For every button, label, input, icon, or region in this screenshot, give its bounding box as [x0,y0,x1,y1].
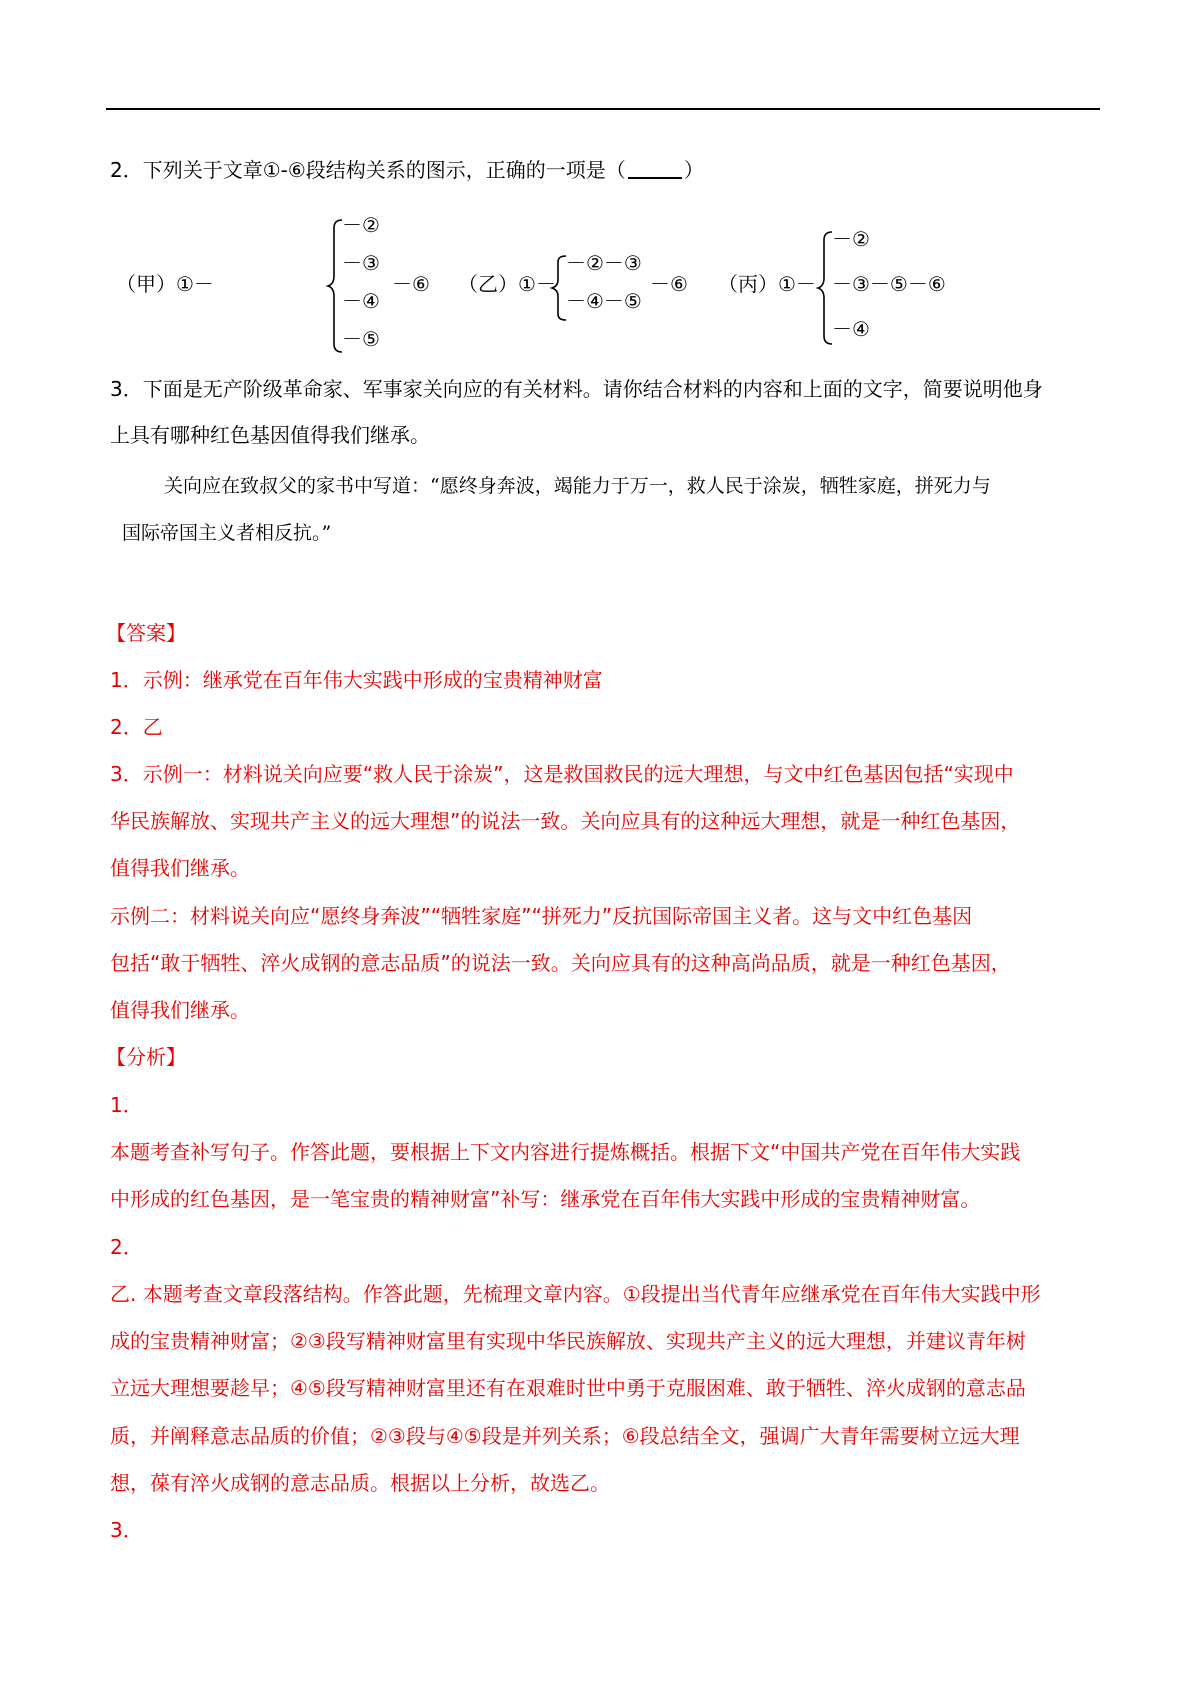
analysis-2-line2: 成的宝贵精神财富；②③段写精神财富里有实现中华民族解放、实现共产主义的远大理想，并建议青年树 [110,1329,1026,1353]
answer-3-line5: 包括“敢于牺牲、淬火成钢的意志品质”的说法一致。关向应具有的这种高尚品质，就是一种红色基因， [110,951,1011,975]
answer-blank[interactable] [628,159,682,179]
answer-3-line3: 值得我们继承。 [110,856,250,880]
answer-3-line1: 3．示例一：材料说关向应要“救人民于涂炭”，这是救国救民的远大理想，与文中红色基因包括“实现中 [110,762,1014,786]
answer-3-line2: 华民族解放、实现共产主义的远大理想”的说法一致。关向应具有的这种远大理想，就是一种红色基因， [110,809,1021,833]
analysis-2-line4: 质，并阐释意志品质的价值；②③段与④⑤段是并列关系；⑥段总结全文，强调广大青年需要树立远大理 [110,1424,1020,1448]
diagram-svg [110,212,946,362]
answer-3-line6: 值得我们继承。 [110,998,250,1022]
diagram-yi-branch: －②－③ [566,251,642,275]
analysis-number-1: 1． [110,1093,143,1117]
diagram-jia-tail: －⑥ [392,272,430,296]
diagram-bing-brace [818,232,832,344]
question-3-line2: 上具有哪种红色基因值得我们继承。 [110,423,430,447]
material-quote-line2: 国际帝国主义者相反抗。” [122,522,332,544]
diagram-bing-label: （丙）①－ [718,272,816,296]
answer-2: 2．乙 [110,715,163,739]
analysis-number-2: 2． [110,1235,143,1259]
analysis-2-line1: 乙. 本题考查文章段落结构。作答此题，先梳理文章内容。①段提出当代青年应继承党在百年伟大实践中形 [110,1282,1041,1306]
diagram-jia-brace [328,220,342,352]
structure-diagrams [110,212,946,362]
diagram-yi-label: （乙）①－ [458,272,556,296]
question-2-text: 2．下列关于文章①-⑥段结构关系的图示，正确的一项是（ [110,158,626,182]
answer-1: 1．示例：继承党在百年伟大实践中形成的宝贵精神财富 [110,668,603,692]
analysis-1-line1: 本题考查补写句子。作答此题，要根据上下文内容进行提炼概括。根据下文“中国共产党在百年伟大实践 [110,1140,1021,1164]
diagram-yi-branch: －④－⑤ [566,289,642,313]
analysis-2-line3: 立远大理想要趁早；④⑤段写精神财富里还有在艰难时世中勇于克服困难、敢于牺牲、淬火成钢的意志品 [110,1376,1026,1400]
analysis-2-line5: 想，葆有淬火成钢的意志品质。根据以上分析，故选乙。 [110,1471,610,1495]
diagram-yi-tail: －⑥ [650,272,688,296]
answer-heading: 【答案】 [106,621,186,645]
material-quote-line1: 关向应在致叔父的家书中写道：“愿终身奔波，竭能力于万一，救人民于涂炭，牺牲家庭，拼死力与 [164,475,991,497]
diagram-jia-branch: －② [342,213,380,237]
analysis-number-3: 3． [110,1518,143,1542]
question-2 [110,157,704,183]
diagram-jia-branch: －④ [342,289,380,313]
question-3-line1: 3．下面是无产阶级革命家、军事家关向应的有关材料。请你结合材料的内容和上面的文字，简要说明他身 [110,377,1043,401]
diagram-jia-branch: －③ [342,251,380,275]
question-2-close: ） [683,158,704,182]
diagram-bing-branch: －② [832,227,870,251]
diagram-jia-label: （甲）①－ [116,272,214,296]
analysis-heading: 【分析】 [106,1045,186,1069]
analysis-1-line2: 中形成的红色基因，是一笔宝贵的精神财富”补写：继承党在百年伟大实践中形成的宝贵精神财富。 [110,1187,981,1211]
header-rule [106,108,1100,110]
diagram-bing-branch: －③－⑤－⑥ [832,272,946,296]
diagram-bing-branch: －④ [832,317,870,341]
answer-3-line4: 示例二：材料说关向应“愿终身奔波”“牺牲家庭”“拼死力”反抗国际帝国主义者。这与文中红色基因 [110,904,973,928]
diagram-jia-branch: －⑤ [342,327,380,351]
